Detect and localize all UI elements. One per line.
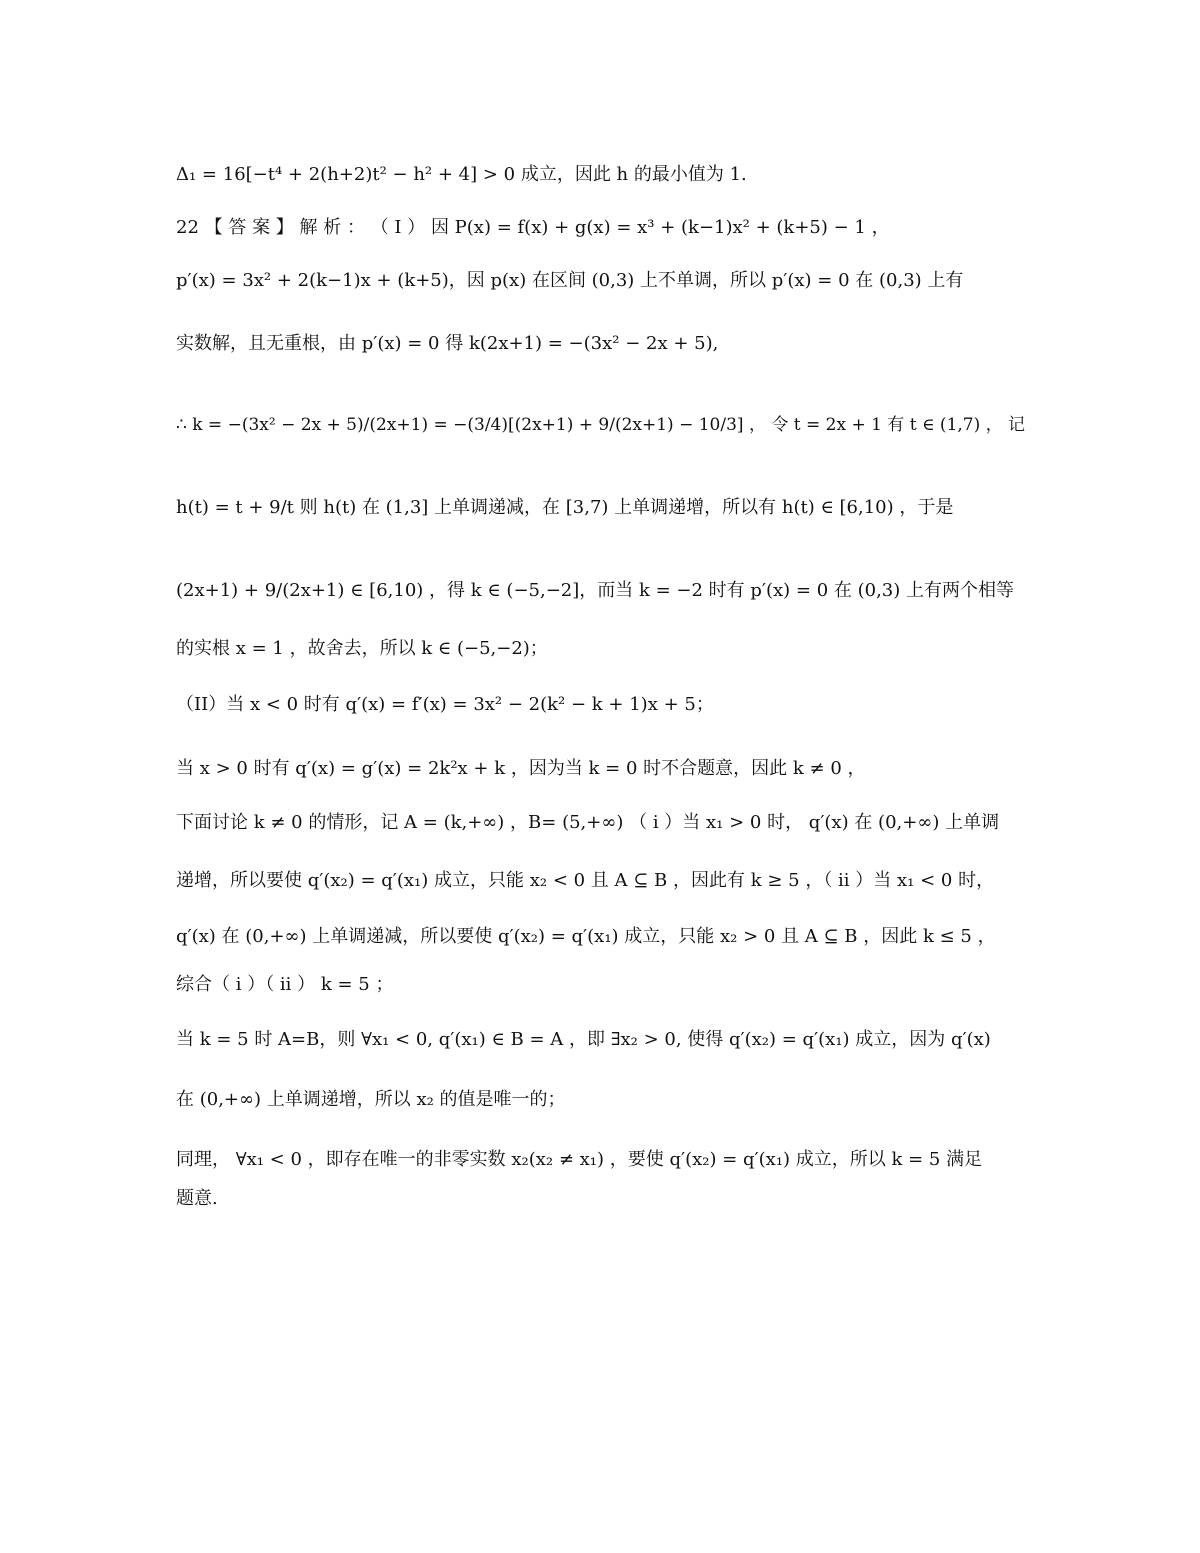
text-line: 22 【 答 案 】 解 析 ： （ I ） 因 P(x) = f(x) + g(x) = x³ + (k−1)x² + (k+5) − 1 ， [176,217,890,238]
text-line: 当 k = 5 时 A=B，则 ∀x₁ < 0, q′(x₁) ∈ B = A ，即 ∃x₂ > 0, 使得 q′(x₂) = q′(x₁) 成立，因为 q′(x) [176,1029,991,1050]
text-line: 递增，所以要使 q′(x₂) = q′(x₁) 成立，只能 x₂ < 0 且 A ⊆ B ，因此有 k ≥ 5 ，（ ii ）当 x₁ < 0 时， [176,870,995,891]
text-line: (2x+1) + 9/(2x+1) ∈ [6,10) ，得 k ∈ (−5,−2]，而当 k = −2 时有 p′(x) = 0 在 (0,3) 上有两个相等 [176,580,1015,601]
text-line: q′(x) 在 (0,+∞) 上单调递减，所以要使 q′(x₂) = q′(x₁) 成立，只能 x₂ > 0 且 A ⊆ B ，因此 k ≤ 5 ， [176,926,996,947]
text-line: p′(x) = 3x² + 2(k−1)x + (k+5)，因 p(x) 在区间 (0,3) 上不单调，所以 p′(x) = 0 在 (0,3) 上有 [176,270,964,291]
text-line: h(t) = t + 9/t 则 h(t) 在 (1,3] 上单调递减，在 [3,7) 上单调递增，所以有 h(t) ∈ [6,10) ，于是 [176,497,954,518]
text-line: ∴ k = −(3x² − 2x + 5)/(2x+1) = −(3/4)[(2x+1) + 9/(2x+1) − 10/3] ， 令 t = 2x + 1 有 t ∈ (1,7) ， 记 [176,415,1026,435]
text-line: （II）当 x < 0 时有 q′(x) = f′(x) = 3x² − 2(k² − k + 1)x + 5； [176,694,714,715]
text-line: 题意. [176,1188,218,1209]
text-line: 在 (0,+∞) 上单调递增，所以 x₂ 的值是唯一的； [176,1089,566,1110]
text-line: 同理， ∀x₁ < 0 ，即存在唯一的非零实数 x₂(x₂ ≠ x₁) ，要使 q′(x₂) = q′(x₁) 成立，所以 k = 5 满足 [176,1149,983,1170]
text-line: 实数解，且无重根，由 p′(x) = 0 得 k(2x+1) = −(3x² − 2x + 5), [176,333,719,354]
text-line: 的实根 x = 1 ，故舍去，所以 k ∈ (−5,−2)； [176,638,548,659]
text-line: 当 x > 0 时有 q′(x) = g′(x) = 2k²x + k ，因为当 k = 0 时不合题意，因此 k ≠ 0 ， [176,758,866,779]
text-line: Δ₁ = 16[−t⁴ + 2(h+2)t² − h² + 4] > 0 成立，因此 h 的最小值为 1. [176,164,747,185]
text-line: 下面讨论 k ≠ 0 的情形，记 A = (k,+∞) ，B= (5,+∞) （ i ）当 x₁ > 0 时， q′(x) 在 (0,+∞) 上单调 [176,812,1000,833]
text-line: 综合（ i ）（ ii ） k = 5 ； [176,974,394,995]
